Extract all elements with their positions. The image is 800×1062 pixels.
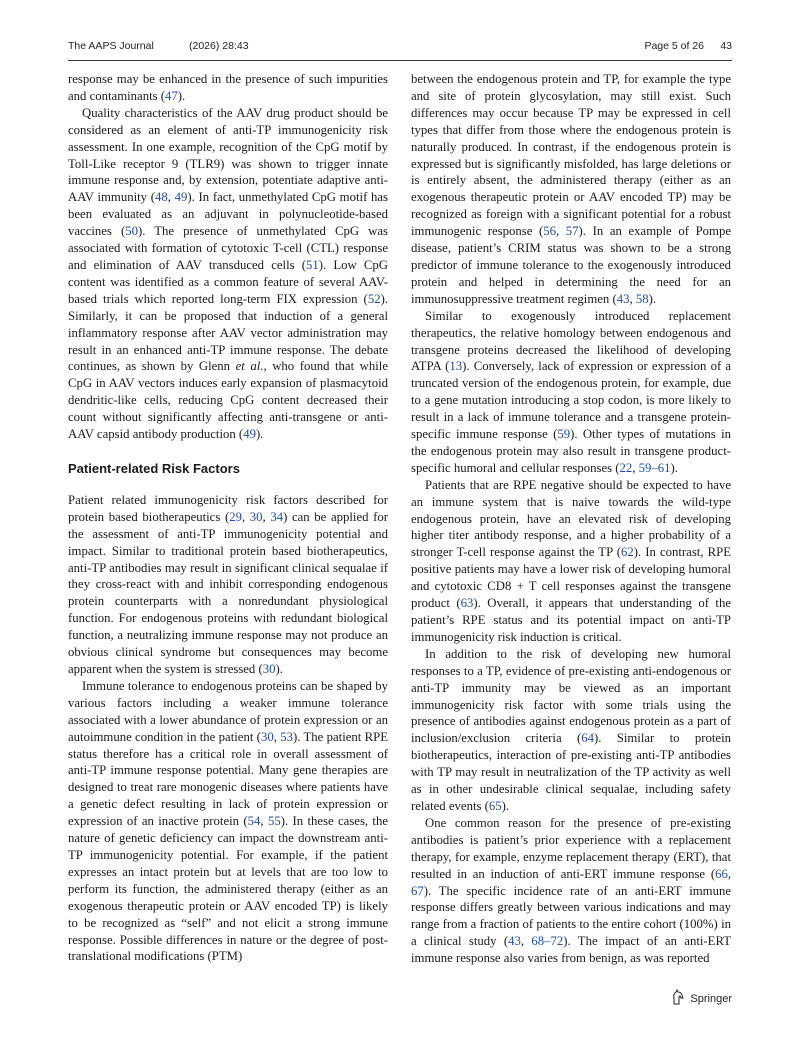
section-heading: Patient-related Risk Factors (68, 460, 240, 476)
left-column (68, 71, 388, 965)
citation-link[interactable]: 52 (367, 291, 381, 306)
citation-link[interactable]: 47 (165, 88, 178, 103)
citation-link[interactable]: 68–72 (531, 934, 564, 949)
paragraph: Immune tolerance to endogenous proteins can be shaped by various factors including a weaker immune tolerance associated with a lower abundance of protein expression or an autoimmune condition in the patient (30, 53). The patient RPE status therefore has a critical role in overall assessment of anti-TP immune response potential. Many gene therapies are designed to treat rare monogenic diseases where patients have a genetic defect resulting in lack of protein expression or expression of an inactive protein (54, 55). In these cases, the nature of genetic deficiency can impact the downstream anti-TP immunogenicity potential. For example, if the patient expresses an intact protein but at levels that are too low to perform its function, the administered therapy (either as an exogenous therapeutic protein or AAV encoded TP) is likely to be recognized as “self” and not elicit a strong immune response. Possible differences in nature or the degree of post-translational modifications (PTM) (68, 678, 389, 964)
paragraph: In addition to the risk of developing new humoral responses to a TP, evidence of pre-existing anti-endogenous or anti-TP immunity may be viewed as an important immunogenicity risk factor with some trials using the presence of antibodies against endogenous protein as a part of inclusion/exclusion criteria (64). Similar to protein biotherapeutics, interaction of pre-existing anti-TP antibodies with TP may result in neutralization of the TP activity as well as in other undesirable clinical sequalae, including safety related events (65). (411, 646, 731, 813)
citation-link[interactable]: 49 (243, 427, 256, 442)
citation-link[interactable]: 65 (488, 798, 502, 813)
running-header (68, 40, 732, 58)
citation-link[interactable]: 56 (543, 224, 556, 239)
citation-link[interactable]: 63 (460, 596, 474, 611)
citation-link[interactable]: 57 (565, 224, 579, 239)
paragraph: Patient related immunogenicity risk factors described for protein based biotherapeutics (29, 30, 34) can be applied for the assessment of anti-TP immunogenicity potential and impact. Similar to traditional protein based biotherapeutics, anti-TP antibodies may result in significant clinical sequalae if they cross-react with and inhibit corresponding endogenous protein counterparts with a nonredundant physiological function. For endogenous proteins with redundant biological function, a neutralizing immune response may not produce an obvious clinical syndrome but consequences may become apparent when the system is stressed (30). (68, 492, 389, 676)
citation-link[interactable]: 59 (557, 427, 571, 442)
page-of-count: Page 5 of 26 (644, 40, 704, 52)
paragraph: response may be enhanced in the presence of such impurities and contaminants (47). (68, 72, 388, 103)
citation-link[interactable]: 66 (715, 866, 728, 881)
citation-link[interactable]: 30 (249, 509, 263, 524)
citation-link[interactable]: 62 (621, 545, 634, 560)
paragraph: between the endogenous protein and TP, for example the type and site of protein glycosylation, may still exist. Such differences may occur because TP may be expressed in cell types that differ from those where the endogenous protein is naturally produced. In contrast, if the endogenous protein is expressed but is significantly misfolded, has large deletions or is entirely absent, the administered therapy (either as an exogenous therapeutic protein or AAV encoded TP) may be recognized as foreign with a significant potential for a robust immunogenic response (56, 57). In an example of Pompe disease, patient’s CRIM status was shown to be a strong predictor of immune tolerance to the exogenously introduced protein and helped in determining the need for an immunosuppressive treatment regimen (43, 58). (411, 72, 731, 306)
citation-link[interactable]: 34 (270, 509, 284, 524)
header-rule (68, 60, 732, 61)
paragraph: Similar to exogenously introduced replacement therapeutics, the relative homology between endogenous and transgene proteins decreased the likelihood of developing ATPA (13). Conversely, lack of expression or expression of a truncated version of the endogenous protein, for example, due to a gene mutation introducing a stop codon, is more likely to result in a lack of immune tolerance and a transgene protein-specific immune response (59). Other types of mutations in the endogenous protein may also result in transgene product-specific humoral and cellular responses (22, 59–61). (411, 308, 731, 475)
citation-link[interactable]: 67 (411, 883, 424, 898)
citation-link[interactable]: 43 (616, 291, 630, 306)
issue-citation: (2026) 28:43 (189, 40, 249, 52)
citation-link[interactable]: 30 (262, 662, 276, 676)
right-column (411, 71, 731, 967)
citation-link[interactable]: 50 (125, 224, 138, 239)
citation-link[interactable]: 43 (508, 934, 521, 949)
citation-link[interactable]: 58 (635, 291, 649, 306)
citation-link[interactable]: 48 (154, 190, 168, 205)
paragraph: Quality characteristics of the AAV drug product should be considered as an element of anti-TP immunogenicity risk assessment. In one example, recognition of the CpG motif by Toll-Like receptor 9 (TLR9) was shown to trigger innate immune response and, by extension, potentiate adaptive anti-AAV immunity (48, 49). In fact, unmethylated CpG motif has been evaluated as an adjuvant in polynucleotide-based vaccines (50). The presence of unmethylated CpG was associated with formation of cytotoxic T-cell (CTL) response and elimination of AAV transduced cells (51). Low CpG content was identified as a common feature of several AAV-based trials which reported long-term FIX expression (52). Similarly, it can be proposed that induction of a general inflammatory response after AAV vector administration may result in an enhanced anti-TP immune response. The debate continues, as shown by Glenn et al., who found that while CpG in AAV vectors induces early expansion of plasmacytoid dendritic-like cells, reducing CpG content decreased their count without significantly affecting anti-transgene or anti-AAV capsid antibody production (49). (68, 105, 389, 442)
citation-link[interactable]: 29 (229, 509, 242, 524)
journal-name: The AAPS Journal (68, 40, 154, 52)
citation-link[interactable]: 53 (280, 729, 293, 744)
publisher-name: Springer (690, 992, 732, 1005)
citation-link[interactable]: 54 (247, 814, 261, 829)
springer-horse-icon (671, 989, 685, 1008)
paragraph: One common reason for the presence of pre-existing antibodies is patient’s prior experience with a replacement therapy, for example, enzyme replacement therapy (ERT), that resulted in an induction of anti-ERT immune response (66, 67). The specific incidence rate of an anti-ERT immune response differs greatly between various indications and may range from a fraction of patients to the entire cohort (100%) in a clinical study (43, 68–72). The impact of an anti-ERT immune response also varies from benign, as was reported (411, 815, 731, 966)
italic-text: et al. (235, 359, 264, 374)
citation-link[interactable]: 13 (449, 359, 463, 374)
citation-link[interactable]: 64 (581, 731, 594, 746)
paragraph: Patients that are RPE negative should be expected to have an immune system that is naive towards the wild-type endogenous protein, have an elevated risk of developing higher titer antibody response, and a higher probability of a stronger T-cell response against the TP (62). In contrast, RPE positive patients may have a lower risk of developing humoral and cytotoxic CD8 + T cell responses against the transgene product (63). Overall, it appears that understanding of the patient’s RPE status and its potential impact on anti-TP immunogenicity risk induction is critical. (411, 477, 731, 644)
citation-link[interactable]: 30 (260, 729, 274, 744)
citation-link[interactable]: 51 (306, 257, 319, 272)
article-number: 43 (720, 40, 732, 52)
citation-link[interactable]: 55 (267, 814, 281, 829)
publisher-footer (671, 989, 732, 1008)
citation-link[interactable]: 59–61 (638, 460, 671, 475)
citation-link[interactable]: 22 (619, 460, 633, 475)
citation-link[interactable]: 49 (174, 190, 188, 205)
